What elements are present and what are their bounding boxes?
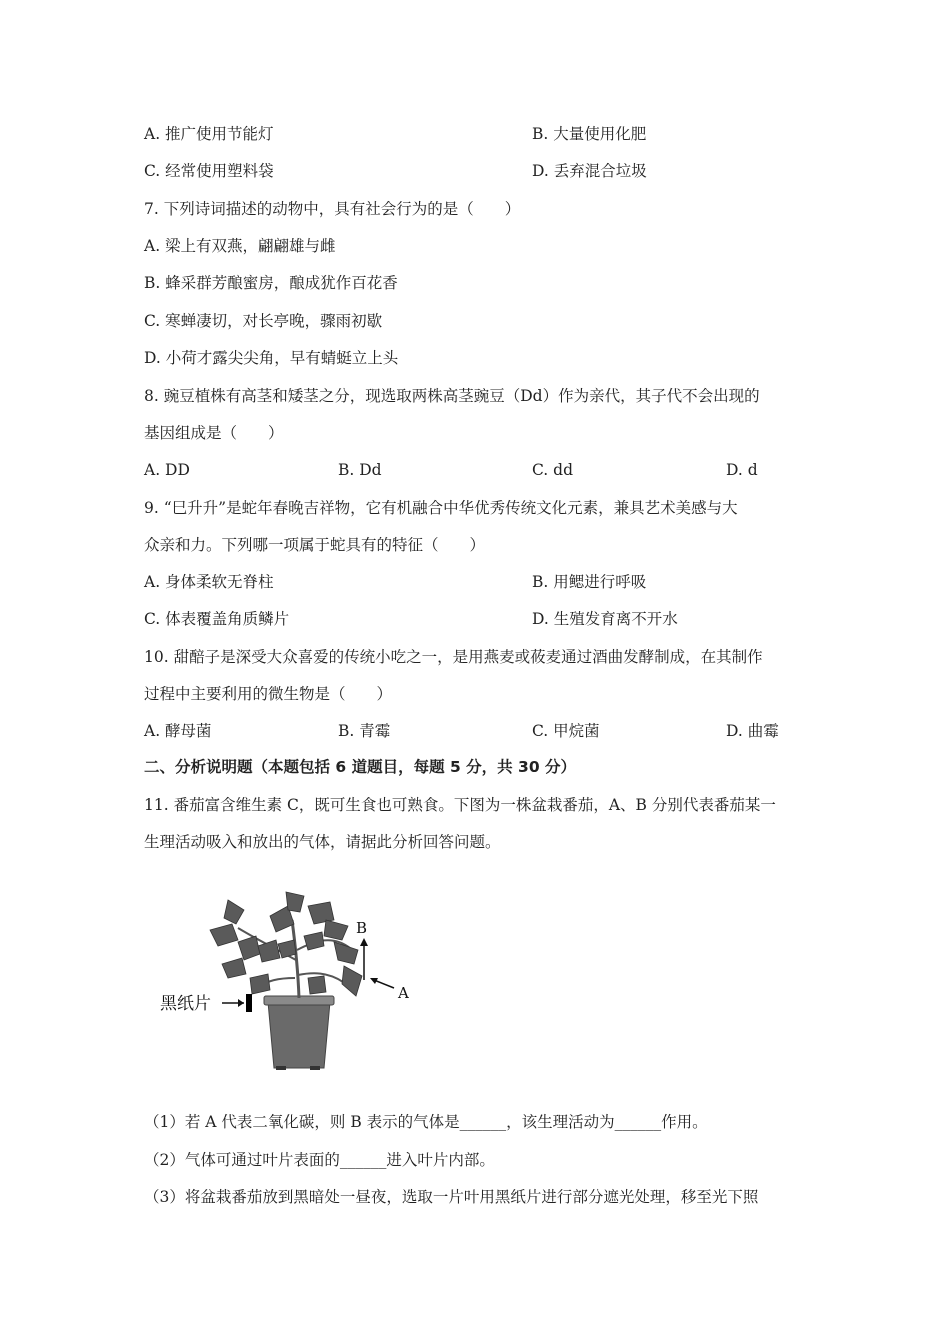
- q8-option-d: D. d: [726, 461, 758, 479]
- q9-stem-line1: 9. “巳升升”是蛇年春晚吉祥物，它有机融合中华优秀传统文化元素，兼具艺术美感与大: [144, 499, 738, 517]
- q6-option-a: A. 推广使用节能灯: [144, 125, 274, 143]
- q7-option-a: A. 梁上有双燕，翩翩雄与雌: [144, 237, 336, 255]
- q10-stem-line2: 过程中主要利用的微生物是（ ）: [144, 685, 393, 703]
- q11-sub3: （3）将盆栽番茄放到黑暗处一昼夜，选取一片叶用黑纸片进行部分遮光处理，移至光下照: [144, 1188, 759, 1206]
- q7-option-b: B. 蜂采群芳酿蜜房，酿成犹作百花香: [144, 274, 398, 292]
- q7-option-d: D. 小荷才露尖尖角，早有蜻蜓立上头: [144, 349, 399, 367]
- q10-option-d: D. 曲霉: [726, 722, 779, 740]
- q6-option-d: D. 丢弃混合垃圾: [532, 162, 647, 180]
- gas-a-arrow: [374, 980, 394, 988]
- q9-option-c: C. 体表覆盖角质鳞片: [144, 610, 290, 628]
- gas-a-label: A: [398, 984, 409, 1002]
- black-paper-label: 黑纸片: [160, 994, 211, 1014]
- flower-pot: [268, 1002, 330, 1068]
- q9-option-d: D. 生殖发育离不开水: [532, 610, 678, 628]
- q7-option-c: C. 寒蝉凄切，对长亭晚，骤雨初歇: [144, 312, 383, 330]
- q9-option-b: B. 用鳃进行呼吸: [532, 573, 647, 591]
- q11-sub1: （1）若 A 代表二氧化碳，则 B 表示的气体是______，该生理活动为______作用。: [144, 1113, 708, 1131]
- q8-option-a: A. DD: [144, 461, 190, 479]
- q8-stem-line2: 基因组成是（ ）: [144, 424, 284, 442]
- q10-stem-line1: 10. 甜醅子是深受大众喜爱的传统小吃之一，是用燕麦或莜麦通过酒曲发酵制成，在其制作: [144, 648, 763, 666]
- q10-option-a: A. 酵母菌: [144, 722, 212, 740]
- q9-option-a: A. 身体柔软无脊柱: [144, 573, 274, 591]
- black-paper-patch: [246, 994, 252, 1012]
- section-heading: 二、分析说明题（本题包括 6 道题目，每题 5 分，共 30 分）: [144, 758, 577, 776]
- q7-stem: 7. 下列诗词描述的动物中，具有社会行为的是（ ）: [144, 200, 521, 218]
- q8-stem-line1: 8. 豌豆植株有高茎和矮茎之分，现选取两株高茎豌豆（Dd）作为亲代，其子代不会出现的: [144, 387, 760, 405]
- q6-option-b: B. 大量使用化肥: [532, 125, 647, 143]
- q10-option-c: C. 甲烷菌: [532, 722, 600, 740]
- q9-stem-line2: 众亲和力。下列哪一项属于蛇具有的特征（ ）: [144, 536, 486, 554]
- q10-option-b: B. 青霉: [338, 722, 391, 740]
- q11-sub2: （2）气体可通过叶片表面的______进入叶片内部。: [144, 1151, 495, 1169]
- tomato-plant-figure: [158, 880, 418, 1080]
- q6-option-c: C. 经常使用塑料袋: [144, 162, 274, 180]
- q8-option-b: B. Dd: [338, 461, 382, 479]
- gas-b-label: B: [356, 919, 368, 937]
- q11-stem-line1: 11. 番茄富含维生素 C，既可生食也可熟食。下图为一株盆栽番茄，A、B 分别代表番茄某一: [144, 796, 776, 814]
- potted-plant-illustration: [158, 880, 418, 1080]
- q11-stem-line2: 生理活动吸入和放出的气体，请据此分析回答问题。: [144, 833, 501, 851]
- q8-option-c: C. dd: [532, 461, 574, 479]
